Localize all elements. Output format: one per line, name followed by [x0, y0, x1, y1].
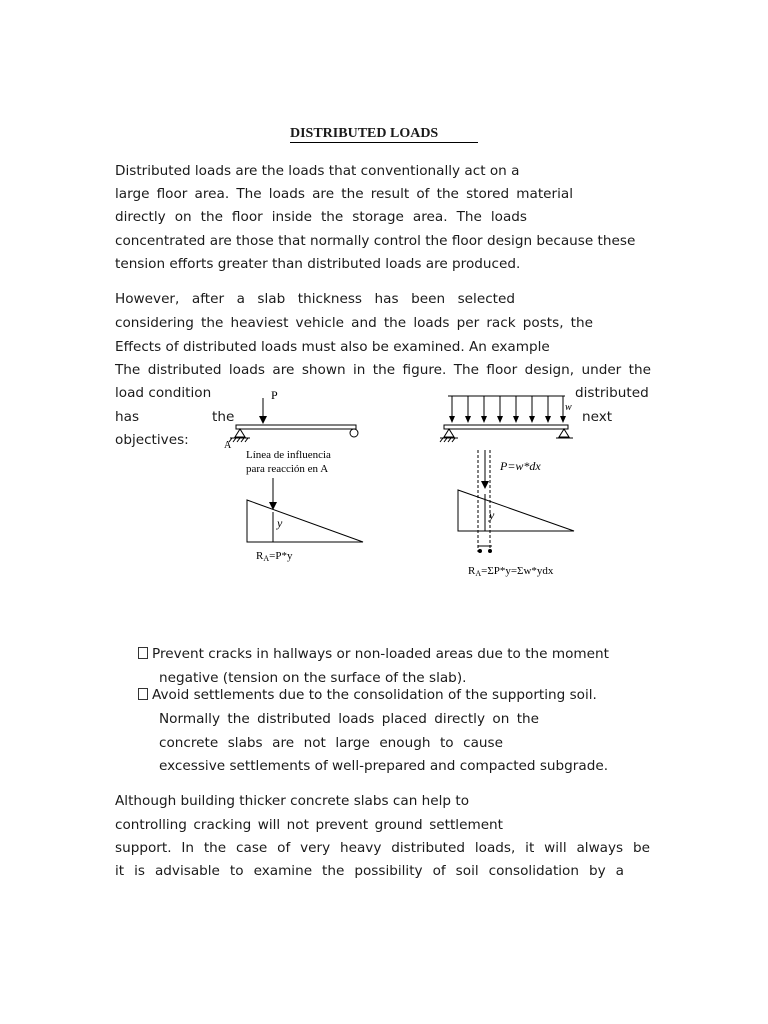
para2-line-6-a: has [115, 409, 140, 425]
right-support-icon [559, 429, 569, 437]
influence-line-label-1: Línea de influencia [246, 449, 331, 461]
load-w-label: w [565, 402, 572, 413]
para1-line-1: Distributed loads are the loads that conventionally act on a [115, 163, 520, 179]
right-beam-diagram [440, 396, 574, 578]
reaction-formula-left: RA=P*y [256, 550, 293, 563]
para1-line-2: large floor area. The loads are the result of the stored material [115, 186, 573, 202]
influence-line-label-2: para reacción en A [246, 463, 329, 475]
para2-line-4: The distributed loads are shown in the figure. The floor design, under the [115, 362, 651, 378]
bullet-1-line-2: negative (tension on the surface of the slab). [159, 670, 467, 686]
para3-line-1: Although building thicker concrete slabs can help to [115, 793, 470, 809]
bullet-box-icon [138, 647, 148, 659]
support-a-label: A [224, 440, 232, 451]
para3-line-4: it is advisable to examine the possibility of soil consolidation by a [115, 863, 624, 879]
pin-support-icon [235, 429, 245, 437]
para2-line-2: considering the heaviest vehicle and the loads per rack posts, the [115, 315, 593, 331]
bullet-2-line-4: excessive settlements of well-prepared and compacted subgrade. [159, 758, 609, 774]
influence-line-triangle [247, 500, 363, 542]
para2-line-6-right: next [582, 409, 613, 425]
roller-support-icon [350, 429, 358, 437]
pin-support-icon [444, 429, 454, 437]
page-title: DISTRIBUTED LOADS [0, 126, 768, 143]
left-beam [236, 425, 356, 429]
para2-line-5-right: distributed [575, 385, 649, 401]
load-p-label: P [271, 388, 278, 402]
para2-line-5-left: load condition [115, 385, 212, 401]
para2-line-3: Effects of distributed loads must also be examined. An example [115, 339, 550, 355]
bullet-2-line-3: concrete slabs are not large enough to cause [159, 735, 503, 751]
bullet-item-1: Prevent cracks in hallways or non-loaded areas due to the moment [138, 645, 609, 663]
bullet-box-icon [138, 688, 148, 700]
y-label-right: y [489, 508, 495, 522]
para1-line-4: concentrated are those that normally control the floor design because these [115, 233, 636, 249]
para2-line-1: However, after a slab thickness has been selected [115, 291, 515, 307]
bullet-2-line-2: Normally the distributed loads placed directly on the [159, 711, 539, 727]
y-label: y [277, 516, 283, 530]
bullet-item-2: Avoid settlements due to the consolidation of the supporting soil. [138, 686, 597, 704]
para2-line-7: objectives: [115, 432, 189, 448]
right-beam [444, 425, 568, 429]
influence-line-triangle-right [458, 490, 574, 531]
p-wdx-label: P=w*dx [500, 459, 541, 473]
left-beam-diagram [224, 388, 363, 563]
para3-line-2: controlling cracking will not prevent ground settlement [115, 817, 503, 833]
para1-line-3: directly on the floor inside the storage area. The loads [115, 209, 527, 225]
para3-line-3: support. In the case of very heavy distributed loads, it will always be [115, 840, 650, 856]
para1-line-5: tension efforts greater than distributed loads are produced. [115, 256, 521, 272]
reaction-formula-right: RA=ΣP*y=Σw*ydx [468, 565, 554, 578]
para2-line-6-b: the [212, 409, 235, 425]
